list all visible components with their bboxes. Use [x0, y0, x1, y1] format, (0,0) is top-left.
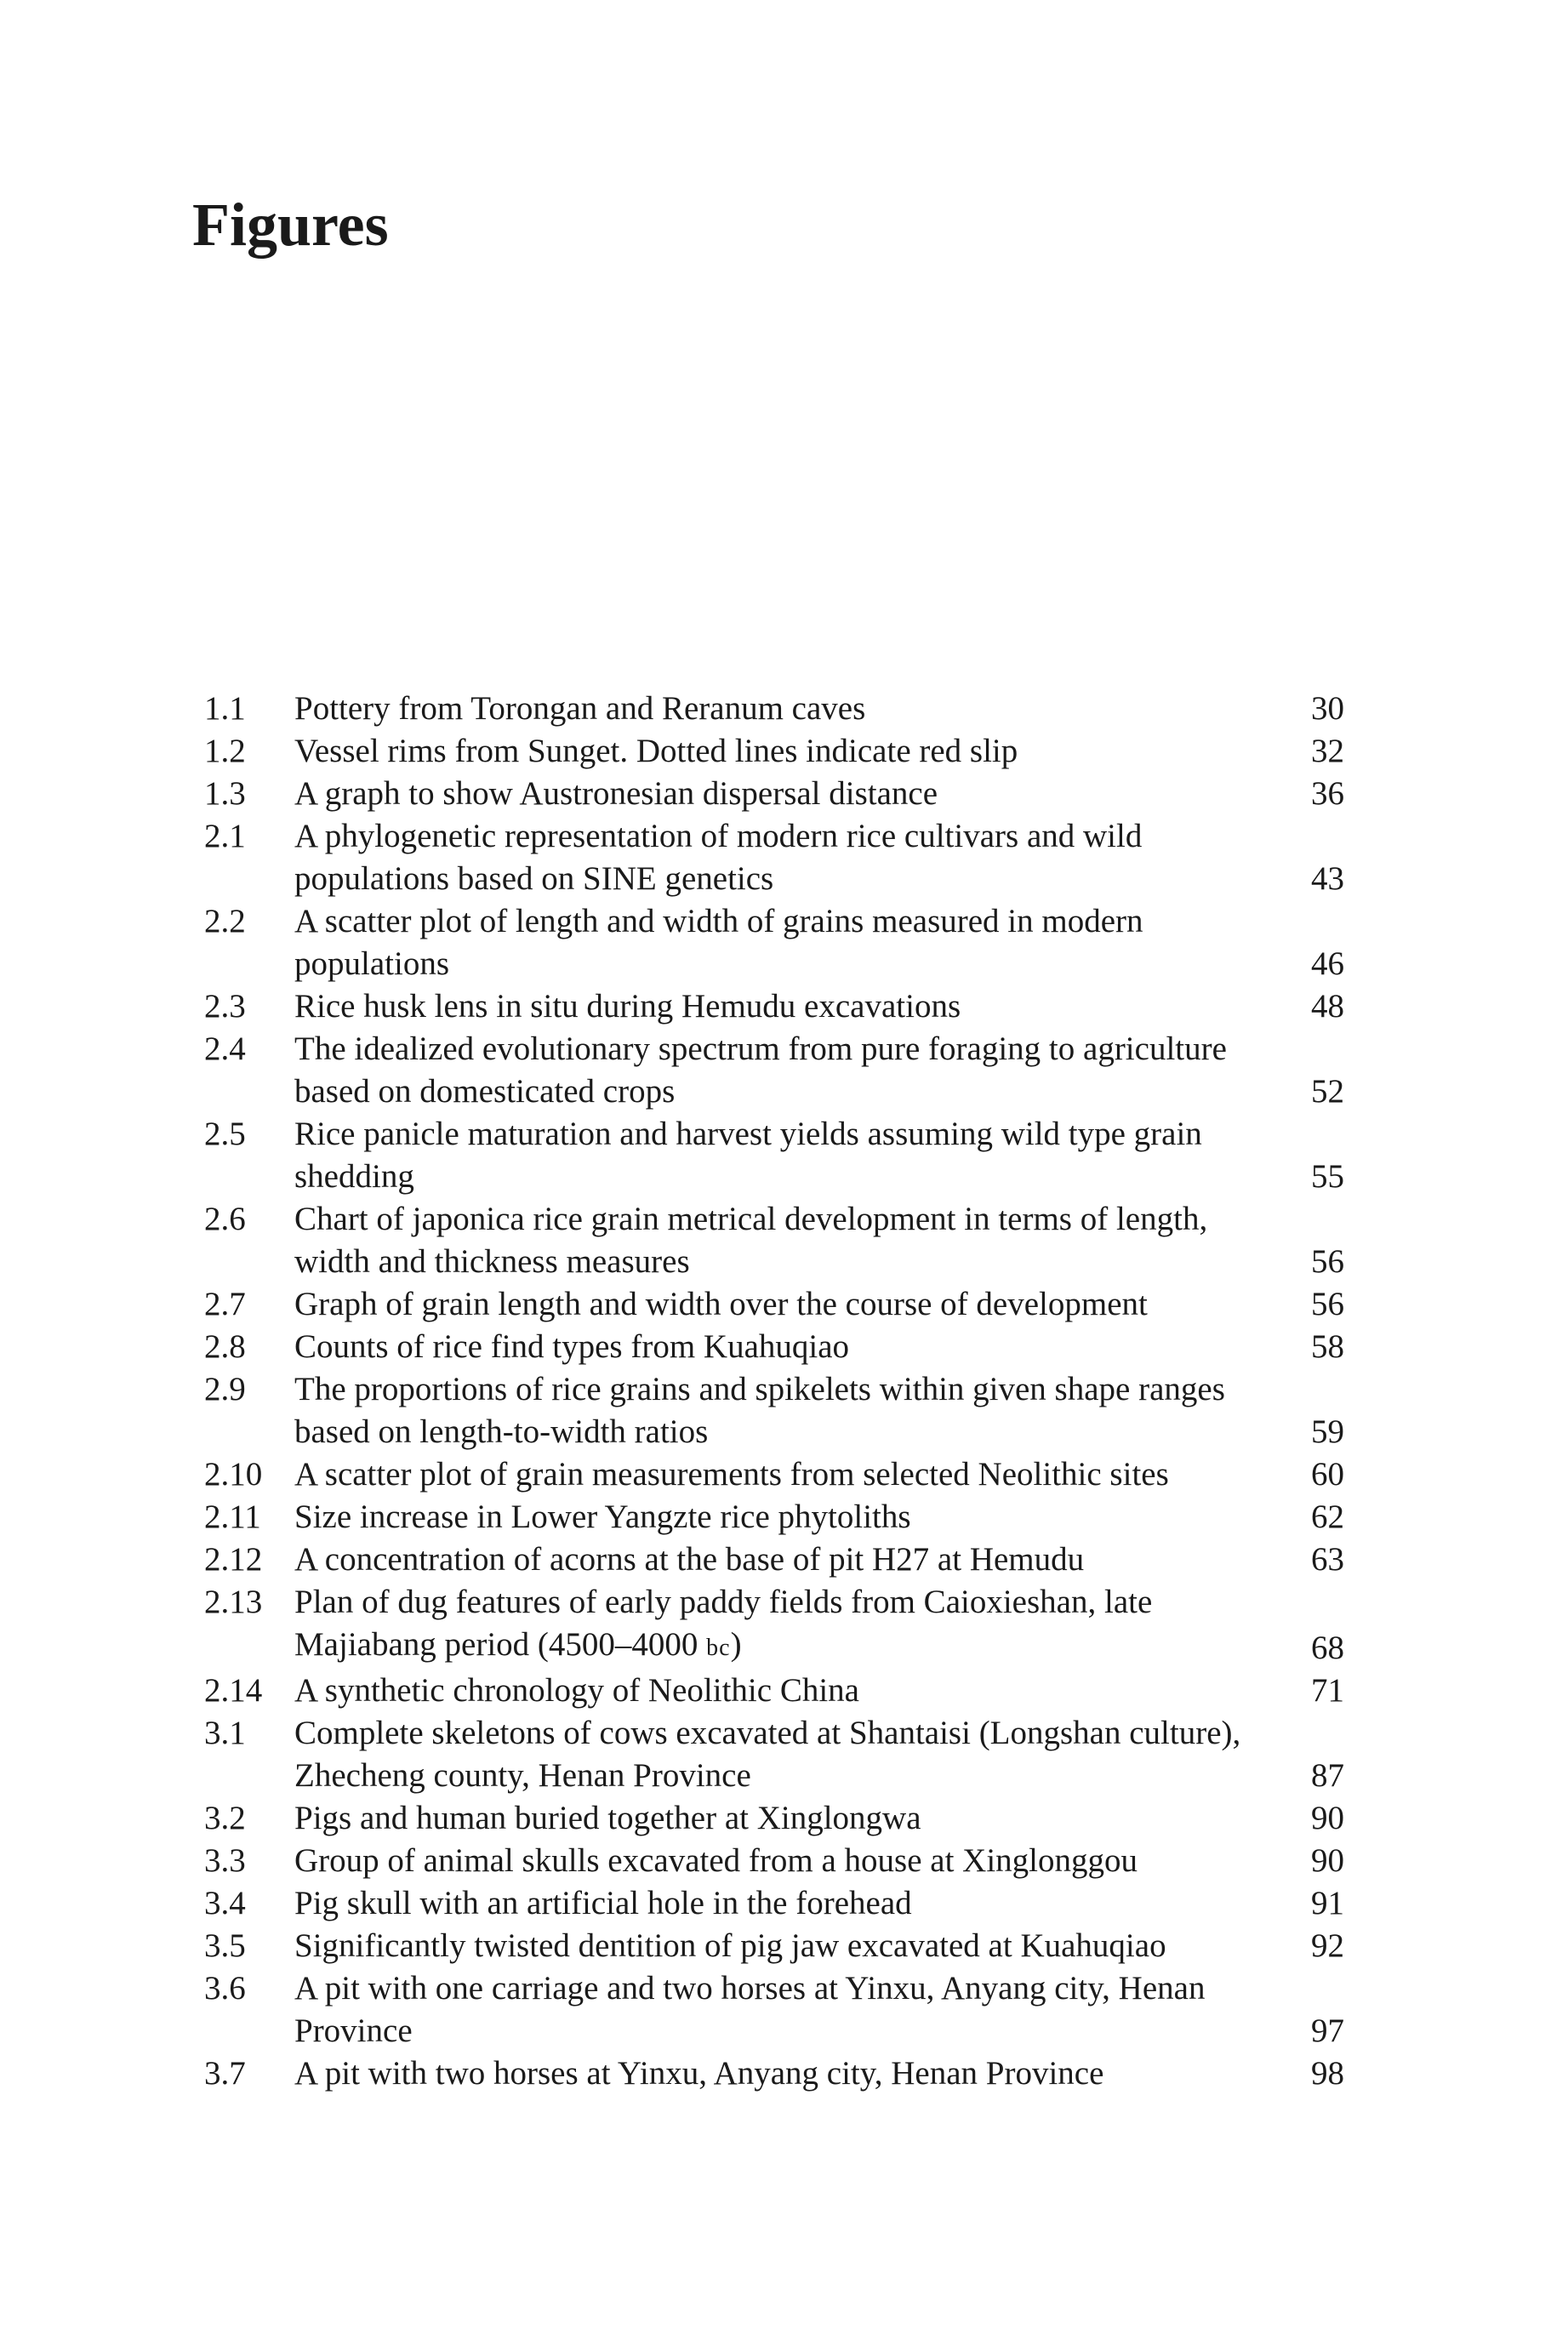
figure-title: A pit with one carriage and two horses at Yinxu, Anyang city, Henan Province — [294, 1970, 1206, 2049]
figure-title-text: Plan of dug features of early paddy fields from Caioxieshan, late Majiabang period (4500–4000 — [294, 1584, 1153, 1663]
figure-number: 2.8 — [204, 1328, 246, 1365]
figure-number: 1.1 — [204, 690, 246, 727]
figure-page-number: 87 — [1311, 1757, 1344, 1794]
figure-page-number: 58 — [1311, 1328, 1344, 1365]
figure-page-number: 59 — [1311, 1413, 1344, 1450]
figure-title: Significantly twisted dentition of pig jaw excavated at Kuahuqiao — [294, 1927, 1166, 1964]
figure-number: 3.5 — [204, 1927, 246, 1964]
figure-page-number: 68 — [1311, 1630, 1344, 1666]
figure-title: Chart of japonica rice grain metrical development in terms of length, width and thickness measures — [294, 1201, 1208, 1280]
figure-title: A pit with two horses at Yinxu, Anyang city, Henan Province — [294, 2055, 1104, 2092]
figure-page-number: 71 — [1311, 1672, 1344, 1709]
figure-entry — [204, 688, 1344, 730]
figure-number: 3.7 — [204, 2055, 246, 2092]
figure-entry — [204, 1581, 1344, 1670]
figure-title: The proportions of rice grains and spikelets within given shape ranges based on length-to-width ratios — [294, 1371, 1225, 1450]
figure-title: A graph to show Austronesian dispersal distance — [294, 775, 938, 812]
figure-page-number: 56 — [1311, 1286, 1344, 1322]
figure-page-number: 46 — [1311, 945, 1344, 982]
figure-page-number: 97 — [1311, 2012, 1344, 2049]
figure-title — [294, 1581, 1276, 1670]
figure-number: 2.11 — [204, 1499, 261, 1535]
figure-number: 2.12 — [204, 1541, 263, 1578]
figure-title: Pigs and human buried together at Xinglongwa — [294, 1800, 921, 1836]
figure-entry — [204, 985, 1344, 1028]
figure-entry — [204, 1925, 1344, 1967]
figure-entry — [204, 1840, 1344, 1882]
figure-title: Rice panicle maturation and harvest yields assuming wild type grain shedding — [294, 1116, 1202, 1195]
figure-entry — [204, 1113, 1344, 1198]
figure-entry — [204, 1882, 1344, 1925]
figure-number: 2.2 — [204, 903, 246, 939]
figure-entry — [204, 1198, 1344, 1283]
figure-title: Counts of rice find types from Kuahuqiao — [294, 1328, 850, 1365]
era-abbreviation: bc — [706, 1635, 731, 1661]
figure-page-number: 30 — [1311, 690, 1344, 727]
figure-page-number: 60 — [1311, 1456, 1344, 1493]
figure-entry — [204, 1712, 1344, 1797]
figure-page-number: 62 — [1311, 1499, 1344, 1535]
figure-page-number: 43 — [1311, 860, 1344, 897]
figure-entry — [204, 1967, 1344, 2052]
figure-page-number: 90 — [1311, 1842, 1344, 1879]
figure-number: 2.3 — [204, 988, 246, 1025]
figure-number: 1.2 — [204, 733, 246, 769]
figure-title: A scatter plot of length and width of grains measured in modern populations — [294, 903, 1143, 982]
figure-number: 3.6 — [204, 1970, 246, 2007]
figure-number: 3.2 — [204, 1800, 246, 1836]
figure-page-number: 92 — [1311, 1927, 1344, 1964]
figure-page-number: 36 — [1311, 775, 1344, 812]
figure-page-number: 91 — [1311, 1885, 1344, 1921]
figure-entry — [204, 1028, 1344, 1113]
figure-title: A phylogenetic representation of modern rice cultivars and wild populations based on SINE genetics — [294, 818, 1143, 897]
figure-number: 2.10 — [204, 1456, 263, 1493]
figure-title: A scatter plot of grain measurements from selected Neolithic sites — [294, 1456, 1169, 1493]
figure-title-close: ) — [730, 1626, 742, 1663]
figure-number: 3.1 — [204, 1715, 246, 1751]
figure-page-number: 90 — [1311, 1800, 1344, 1836]
figure-entry — [204, 1670, 1344, 1712]
figure-title: A synthetic chronology of Neolithic China — [294, 1672, 859, 1709]
figure-title: Vessel rims from Sunget. Dotted lines indicate red slip — [294, 733, 1018, 769]
figure-number: 2.7 — [204, 1286, 246, 1322]
figure-number: 2.13 — [204, 1584, 263, 1620]
figure-title: Pottery from Torongan and Reranum caves — [294, 690, 866, 727]
figure-title: The idealized evolutionary spectrum from pure foraging to agriculture based on domesticated crops — [294, 1030, 1227, 1110]
figure-title: Group of animal skulls excavated from a house at Xinglonggou — [294, 1842, 1138, 1879]
figure-entry — [204, 1797, 1344, 1840]
figure-entry — [204, 773, 1344, 815]
figure-page-number: 55 — [1311, 1158, 1344, 1195]
figure-page-number: 56 — [1311, 1243, 1344, 1280]
figure-title: Rice husk lens in situ during Hemudu excavations — [294, 988, 961, 1025]
figure-number: 2.6 — [204, 1201, 246, 1237]
figure-page-number: 32 — [1311, 733, 1344, 769]
figure-entry — [204, 1453, 1344, 1496]
figure-entry — [204, 1326, 1344, 1368]
figure-number: 3.4 — [204, 1885, 246, 1921]
figure-number: 2.14 — [204, 1672, 263, 1709]
figure-entry — [204, 1368, 1344, 1453]
figure-number: 3.3 — [204, 1842, 246, 1879]
figure-number: 2.9 — [204, 1371, 246, 1407]
figure-entry — [204, 815, 1344, 900]
figure-entry — [204, 1283, 1344, 1326]
figure-number: 2.5 — [204, 1116, 246, 1152]
figure-entry — [204, 1496, 1344, 1539]
figure-title: Pig skull with an artificial hole in the forehead — [294, 1885, 912, 1921]
figure-page-number: 48 — [1311, 988, 1344, 1025]
figure-number: 1.3 — [204, 775, 246, 812]
figure-entry — [204, 900, 1344, 985]
figure-page-number: 63 — [1311, 1541, 1344, 1578]
figure-title: Graph of grain length and width over the course of development — [294, 1286, 1148, 1322]
figure-title: Complete skeletons of cows excavated at Shantaisi (Longshan culture), Zhecheng county, Henan Province — [294, 1715, 1241, 1794]
figure-title: A concentration of acorns at the base of pit H27 at Hemudu — [294, 1541, 1085, 1578]
figure-page-number: 52 — [1311, 1073, 1344, 1110]
figure-page-number: 98 — [1311, 2055, 1344, 2092]
figure-title: Size increase in Lower Yangzte rice phytoliths — [294, 1499, 911, 1535]
figure-list — [204, 688, 1344, 2095]
figure-entry — [204, 730, 1344, 773]
figure-number: 2.1 — [204, 818, 246, 854]
figure-entry — [204, 2052, 1344, 2095]
page-title: Figures — [192, 191, 389, 259]
figure-entry — [204, 1539, 1344, 1581]
figure-number: 2.4 — [204, 1030, 246, 1067]
